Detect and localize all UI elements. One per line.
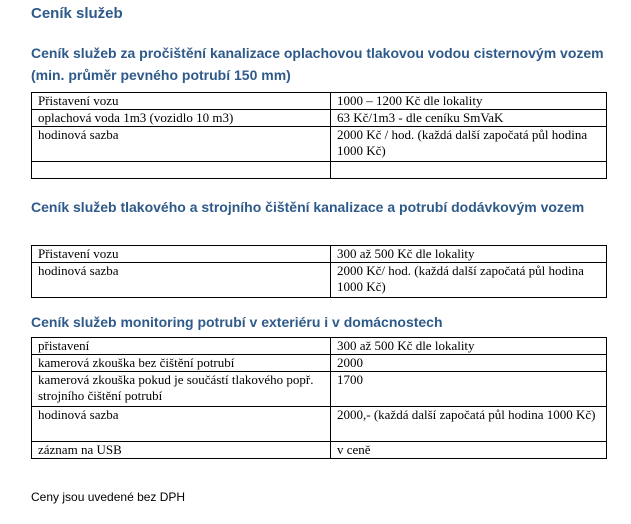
- item-cell: hodinová sazba: [32, 127, 331, 162]
- price-cell: 300 až 500 Kč dle lokality: [331, 246, 607, 263]
- section-heading-pipe-monitoring: Ceník služeb monitoring potrubí v exteriéru i v domácnostech: [31, 314, 443, 330]
- price-table-pipe-monitoring: [31, 337, 607, 459]
- price-cell: 1000 – 1200 Kč dle lokality: [331, 93, 607, 110]
- item-cell: kamerová zkouška pokud je součástí tlakového popř. strojního čištění potrubí: [32, 372, 331, 407]
- table-row: [32, 93, 607, 110]
- table-row: [32, 355, 607, 372]
- table-row: [32, 407, 607, 442]
- item-cell: oplachová voda 1m3 (vozidlo 10 m3): [32, 110, 331, 127]
- price-cell: 2000,- (každá další započatá půl hodina 1000 Kč): [331, 407, 607, 442]
- table-row: [32, 442, 607, 459]
- item-cell: záznam na USB: [32, 442, 331, 459]
- price-cell: v ceně: [331, 442, 607, 459]
- price-cell: 1700: [331, 372, 607, 407]
- table-row: [32, 110, 607, 127]
- price-cell: [331, 162, 607, 179]
- vat-note: Ceny jsou uvedené bez DPH: [31, 490, 186, 504]
- item-cell: Přistavení vozu: [32, 93, 331, 110]
- table-row: [32, 246, 607, 263]
- table-row: [32, 263, 607, 298]
- page-title: Ceník služeb: [31, 5, 123, 22]
- item-cell: kamerová zkouška bez čištění potrubí: [32, 355, 331, 372]
- price-table-sewer-flushing: [31, 92, 607, 179]
- section-heading-sewer-flushing: Ceník služeb za pročištění kanalizace oplachovou tlakovou vodou cisternovým vozem (min. průměr pevného potrubí 150 mm): [31, 45, 604, 83]
- price-table-pressure-cleaning: [31, 245, 607, 298]
- price-cell: 2000: [331, 355, 607, 372]
- price-cell: 2000 Kč/ hod. (každá další započatá půl hodina 1000 Kč): [331, 263, 607, 298]
- section-heading-pressure-cleaning: Ceník služeb tlakového a strojního čištění kanalizace a potrubí dodávkovým vozem: [31, 199, 585, 215]
- price-cell: 300 až 500 Kč dle lokality: [331, 338, 607, 355]
- item-cell: Přistavení vozu: [32, 246, 331, 263]
- item-cell: hodinová sazba: [32, 407, 331, 442]
- table-row: [32, 372, 607, 407]
- item-cell: [32, 162, 331, 179]
- price-cell: 63 Kč/1m3 - dle ceníku SmVaK: [331, 110, 607, 127]
- table-row: [32, 127, 607, 162]
- item-cell: přistavení: [32, 338, 331, 355]
- table-row: [32, 162, 607, 179]
- price-cell: 2000 Kč / hod. (každá další započatá půl hodina 1000 Kč): [331, 127, 607, 162]
- table-row: [32, 338, 607, 355]
- item-cell: hodinová sazba: [32, 263, 331, 298]
